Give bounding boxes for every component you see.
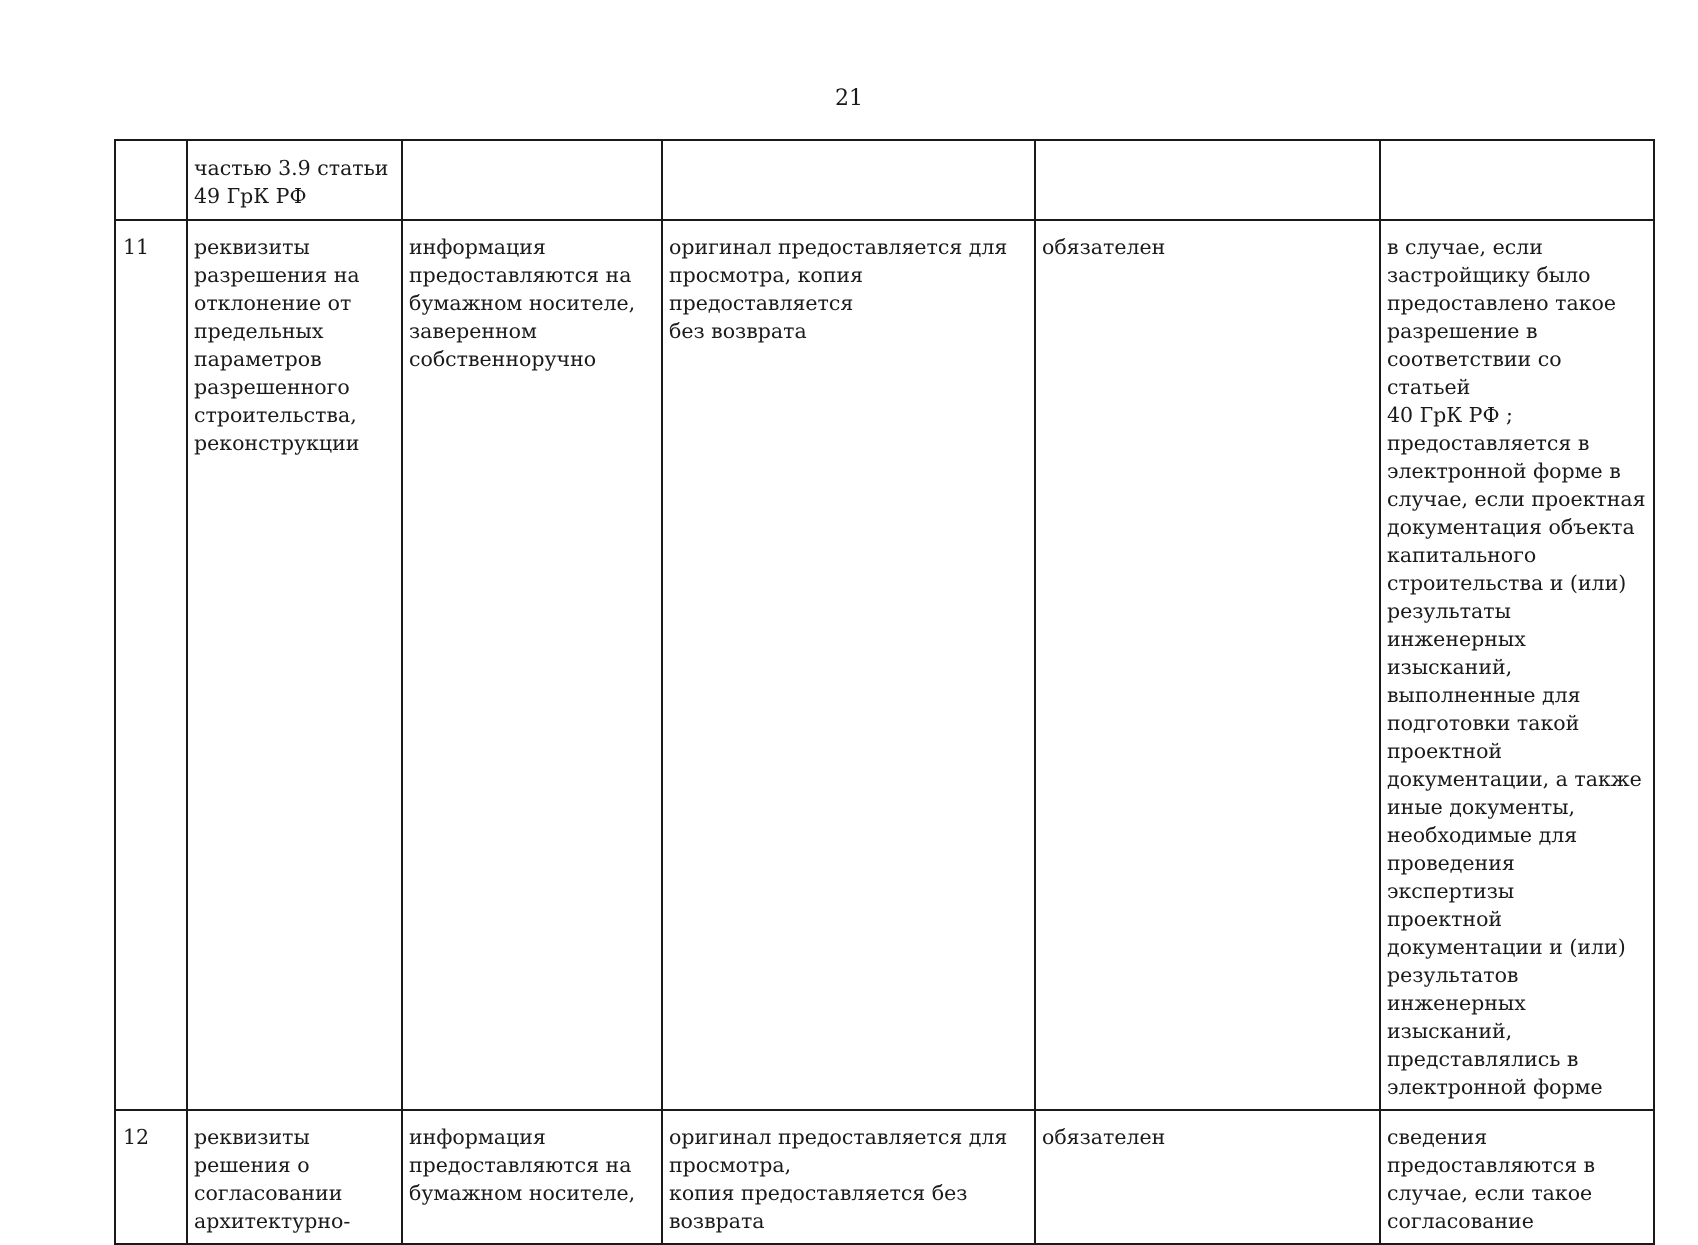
table-row — [115, 140, 1654, 220]
document-name-cell: реквизиты разрешения на отклонение от предельных параметров разрешенного строительства, реконструкции — [187, 220, 402, 1110]
mandatory-cell: обязателен — [1035, 220, 1380, 1110]
row-number-cell: 12 — [115, 1110, 187, 1244]
submission-requirement-cell: оригинал предоставляется для просмотра, копия предоставляется без возврата — [662, 220, 1035, 1110]
document-form-cell: информация предоставляются на бумажном носителе, заверенном собственноручно — [402, 220, 662, 1110]
page-number: 21 — [835, 86, 863, 111]
conditions-cell: сведения предоставляются в случае, если такое согласование — [1380, 1110, 1654, 1244]
documents-table — [114, 139, 1655, 1245]
submission-requirement-cell — [662, 140, 1035, 220]
row-number-cell: 11 — [115, 220, 187, 1110]
mandatory-cell — [1035, 140, 1380, 220]
document-form-cell — [402, 140, 662, 220]
conditions-cell: в случае, если застройщику было предоставлено такое разрешение в соответствии со статьей 40 ГрК РФ ; предоставляется в электронной форме в случае, если проектная документация объекта капитального строительства и (или) результаты инженерных изысканий, выполненные для подготовки такой проектной документации, а также иные документы, необходимые для проведения экспертизы проектной документации и (или) результатов инженерных изысканий, представлялись в электронной форме — [1380, 220, 1654, 1110]
document-name-cell: частью 3.9 статьи 49 ГрК РФ — [187, 140, 402, 220]
table-row — [115, 1110, 1654, 1244]
mandatory-cell: обязателен — [1035, 1110, 1380, 1244]
submission-requirement-cell: оригинал предоставляется для просмотра, копия предоставляется без возврата — [662, 1110, 1035, 1244]
document-form-cell: информация предоставляются на бумажном носителе, — [402, 1110, 662, 1244]
table-row — [115, 220, 1654, 1110]
conditions-cell — [1380, 140, 1654, 220]
row-number-cell — [115, 140, 187, 220]
document-name-cell: реквизиты решения о согласовании архитектурно- — [187, 1110, 402, 1244]
